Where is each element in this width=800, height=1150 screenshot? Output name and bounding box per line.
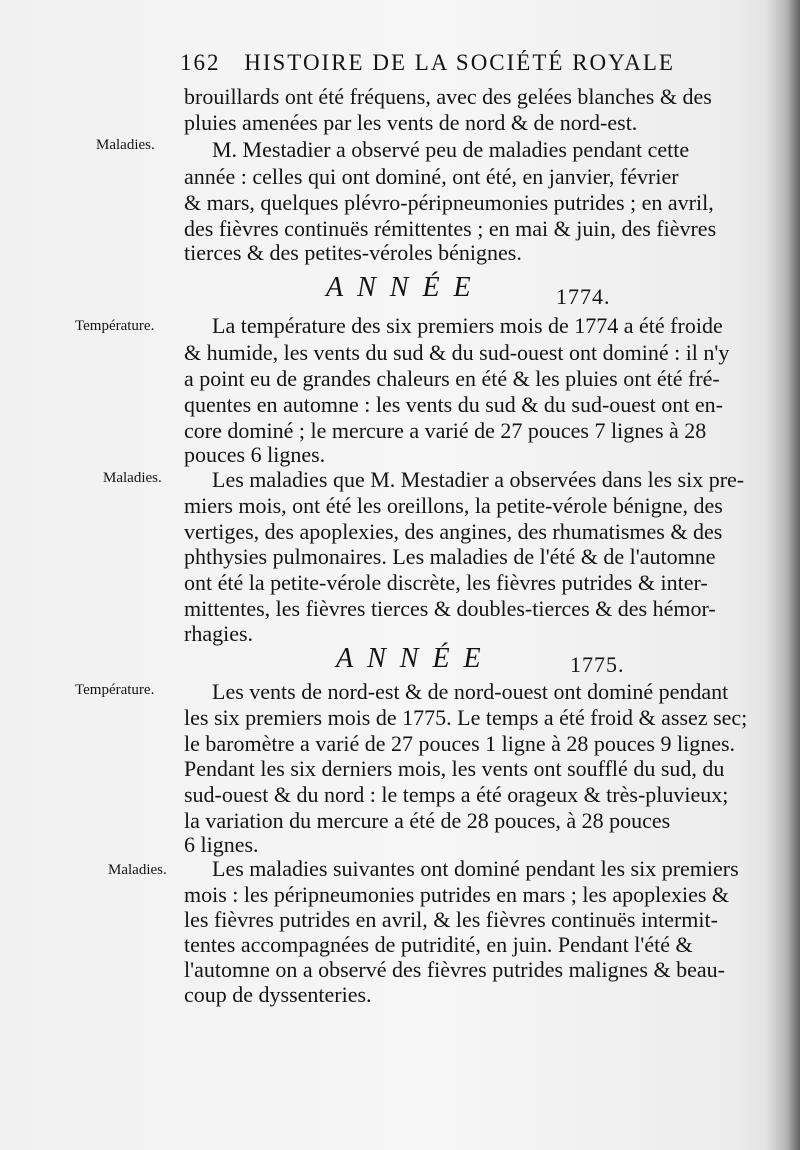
- year-heading-number: 1774.: [556, 284, 611, 309]
- text-line: vertiges, des apoplexies, des angines, des rhumatismes & des: [184, 519, 723, 544]
- text-line: miers mois, ont été les oreillons, la petite-vérole bénigne, des: [184, 493, 723, 518]
- text-line: La température des six premiers mois de 1774 a été froide: [212, 313, 723, 338]
- text-line: quentes en automne : les vents du sud & du sud-ouest ont en-: [184, 392, 723, 417]
- running-title: HISTOIRE DE LA SOCIÉTÉ ROYALE: [244, 50, 675, 75]
- text-line: phthysies pulmonaires. Les maladies de l'été & de l'automne: [184, 544, 716, 569]
- text-line: sud-ouest & du nord : le temps a été orageux & très-pluvieux;: [184, 782, 729, 807]
- text-line: & humide, les vents du sud & du sud-ouest ont dominé : il n'y: [184, 340, 730, 365]
- text-line: la variation du mercure a été de 28 pouces, à 28 pouces: [184, 808, 671, 833]
- text-line: des fièvres continuës rémittentes ; en mai & juin, des fièvres: [184, 216, 717, 241]
- text-line: le baromètre a varié de 27 pouces 1 ligne à 28 pouces 9 lignes.: [184, 731, 736, 756]
- margin-note-maladies: Maladies.: [103, 470, 162, 486]
- text-line: a point eu de grandes chaleurs en été & les pluies ont été fré-: [184, 366, 720, 391]
- text-line: tentes accompagnées de putridité, en juin. Pendant l'été &: [184, 932, 693, 957]
- text-line: année : celles qui ont dominé, ont été, en janvier, février: [184, 164, 679, 189]
- text-line: mois : les péripneumonies putrides en mars ; les apoplexies &: [184, 882, 730, 907]
- year-heading-word: ANNÉE: [326, 272, 485, 303]
- page-header: [180, 50, 700, 76]
- text-line: & mars, quelques plévro-péripneumonies putrides ; en avril,: [184, 190, 714, 215]
- year-heading-number: 1775.: [570, 652, 625, 677]
- text-line: mittentes, les fièvres tierces & doubles-tierces & des hémor-: [184, 596, 716, 621]
- text-line: pouces 6 lignes.: [184, 442, 326, 467]
- text-line: tierces & des petites-véroles bénignes.: [184, 240, 522, 265]
- text-line: les fièvres putrides en avril, & les fièvres continuës intermit-: [184, 907, 718, 932]
- text-line: ont été la petite-vérole discrète, les fièvres putrides & inter-: [184, 570, 708, 595]
- text-line: rhagies.: [184, 621, 254, 646]
- text-line: brouillards ont été fréquens, avec des gelées blanches & des: [184, 84, 712, 109]
- text-line: coup de dyssenteries.: [184, 982, 372, 1007]
- page-gutter-shadow: [766, 0, 800, 1150]
- page-number: 162: [180, 50, 221, 75]
- margin-note-temperature: Température.: [75, 318, 155, 334]
- text-line: l'automne on a observé des fièvres putrides malignes & beau-: [184, 957, 725, 982]
- year-heading-word: ANNÉE: [336, 643, 495, 674]
- text-line: 6 lignes.: [184, 832, 259, 857]
- text-line: Les vents de nord-est & de nord-ouest ont dominé pendant: [212, 679, 729, 704]
- text-line: M. Mestadier a observé peu de maladies pendant cette: [212, 137, 690, 162]
- margin-note-temperature: Température.: [75, 682, 155, 698]
- margin-note-maladies: Maladies.: [96, 137, 155, 153]
- text-line: core dominé ; le mercure a varié de 27 pouces 7 lignes à 28: [184, 418, 707, 443]
- margin-note-maladies: Maladies.: [108, 862, 167, 878]
- text-line: Les maladies suivantes ont dominé pendant les six premiers: [212, 856, 739, 881]
- text-line: Pendant les six derniers mois, les vents ont soufflé du sud, du: [184, 756, 725, 781]
- text-line: pluies amenées par les vents de nord & de nord-est.: [184, 110, 638, 135]
- text-line: Les maladies que M. Mestadier a observées dans les six pre-: [212, 467, 745, 492]
- text-line: les six premiers mois de 1775. Le temps a été froid & assez sec;: [184, 705, 748, 730]
